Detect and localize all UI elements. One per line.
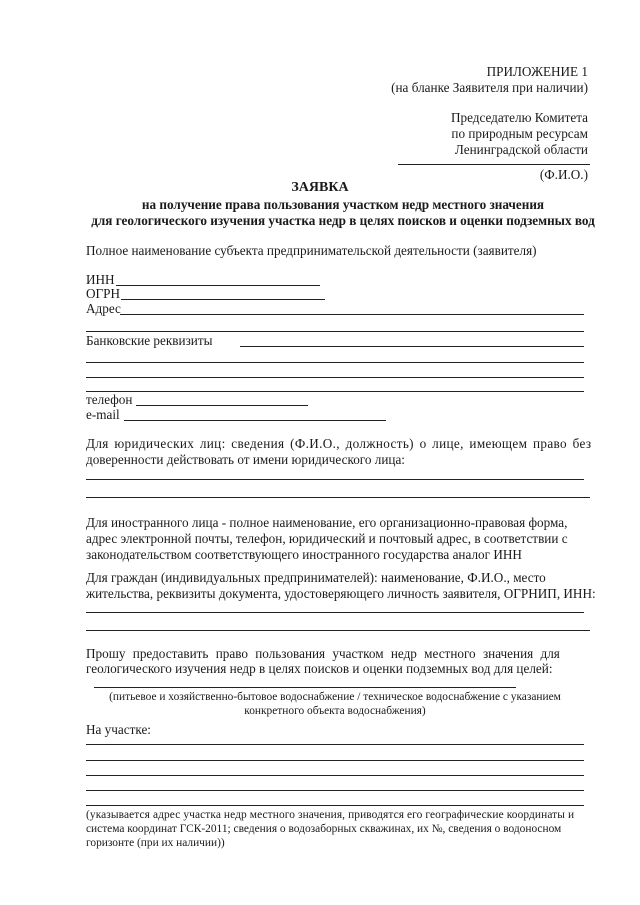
ogrn-field[interactable] — [121, 299, 325, 300]
request-text-2: геологического изучения недр в целях поисков и оценки подземных вод для целей: — [86, 661, 553, 676]
inn-field[interactable] — [116, 285, 320, 286]
ogrn-label: ОГРН — [86, 286, 121, 301]
site-label: На участке: — [86, 722, 151, 737]
address-label: Адрес — [86, 301, 121, 316]
site-field-5[interactable] — [86, 805, 584, 806]
addressee-line-3: Ленинградской области — [454, 142, 588, 157]
title-line-2: на получение права пользования участком недр местного значения — [141, 197, 545, 212]
foreign-text-3: законодательством соответствующего иностранного государства аналог ИНН — [86, 547, 522, 562]
addressee-line-1: Председателю Комитета — [450, 110, 588, 125]
foreign-text-1: Для иностранного лица - полное наименование, его организационно-правовая форма, — [86, 515, 568, 530]
legal-entity-text-1: Для юридических лиц: сведения (Ф.И.О., должность) о лице, имеющем право без — [86, 436, 592, 451]
inn-label: ИНН — [86, 272, 115, 287]
address-field[interactable] — [120, 314, 584, 315]
entrepreneur-text-2: жительства, реквизиты документа, удостоверяющего личность заявителя, ОГРНИП, ИНН: — [86, 586, 596, 601]
legal-entity-field-2[interactable] — [86, 497, 590, 498]
bank-details-label: Банковские реквизиты — [86, 333, 213, 348]
appendix-label: ПРИЛОЖЕНИЕ 1 — [486, 64, 588, 79]
site-note-1: (указывается адрес участка недр местного значения, приводятся его географические координаты и — [86, 809, 575, 821]
entrepreneur-field-1[interactable] — [86, 612, 584, 613]
site-field-3[interactable] — [86, 775, 584, 776]
fio-caption: (Ф.И.О.) — [539, 167, 588, 182]
phone-label: телефон — [86, 392, 133, 407]
addressee-line-2: по природным ресурсам — [451, 126, 588, 141]
entrepreneur-field-2[interactable] — [86, 630, 590, 631]
purpose-note-1: (питьевое и хозяйственно-бытовое водоснабжение / техническое водоснабжение с указанием — [109, 691, 561, 703]
legal-entity-field-1[interactable] — [86, 479, 584, 480]
title-line-3: для геологического изучения участка недр в целях поисков и оценки подземных вод — [91, 213, 595, 228]
purpose-note-2: конкретного объекта водоснабжения) — [244, 705, 426, 717]
email-label: e-mail — [86, 407, 120, 422]
site-note-3: горизонте (при их наличии)) — [86, 837, 225, 849]
bank-details-line-2[interactable] — [86, 362, 584, 363]
site-field-2[interactable] — [86, 760, 584, 761]
entrepreneur-text-1: Для граждан (индивидуальных предпринимателей): наименование, Ф.И.О., место — [86, 570, 546, 585]
bank-details-field[interactable] — [240, 346, 584, 347]
appendix-note: (на бланке Заявителя при наличии) — [391, 80, 588, 95]
site-note-2: система координат ГСК-2011; сведения о водозаборных скважинах, их №, сведения о водоносном — [86, 823, 562, 835]
purpose-field[interactable] — [94, 687, 516, 688]
applicant-name-label: Полное наименование субъекта предпринимательской деятельности (заявителя) — [86, 243, 537, 258]
site-field-1[interactable] — [86, 744, 584, 745]
request-text-1: Прошу предоставить право пользования участком недр местного значения для — [86, 646, 560, 661]
phone-field[interactable] — [136, 405, 308, 406]
email-field[interactable] — [124, 420, 386, 421]
bank-details-line-3[interactable] — [86, 377, 584, 378]
page-title: ЗАЯВКА — [291, 180, 349, 195]
site-field-4[interactable] — [86, 790, 584, 791]
address-field-line-2[interactable] — [86, 331, 584, 332]
foreign-text-2: адрес электронной почты, телефон, юридический и почтовый адрес, в соответствии с — [86, 531, 568, 546]
bank-details-line-4[interactable] — [86, 391, 584, 392]
legal-entity-text-2: доверенности действовать от имени юридического лица: — [86, 452, 405, 467]
fio-signature-line[interactable] — [398, 164, 590, 165]
